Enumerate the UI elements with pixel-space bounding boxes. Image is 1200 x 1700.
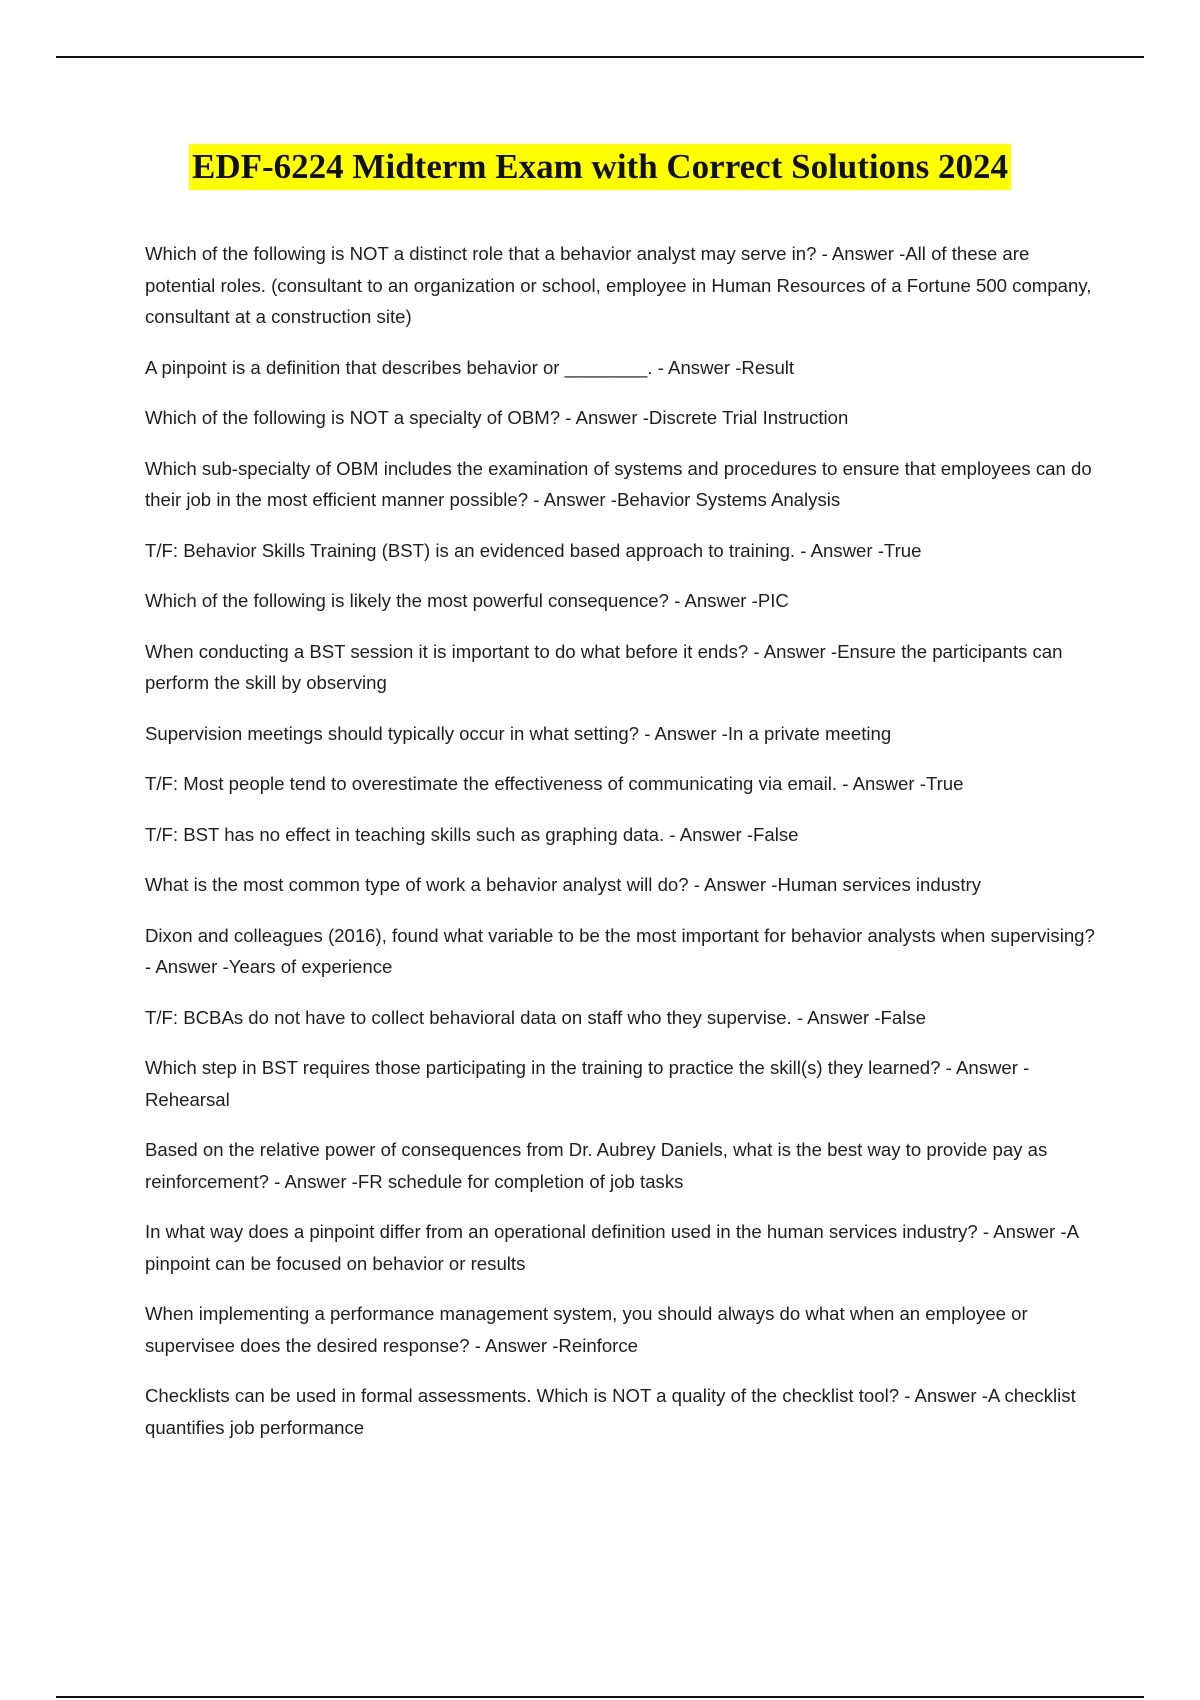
qa-item: Supervision meetings should typically occur in what setting? - Answer -In a private meeting <box>145 722 892 744</box>
title-container <box>0 144 1200 190</box>
document-title: EDF-6224 Midterm Exam with Correct Solutions 2024 <box>189 144 1011 190</box>
qa-item: Dixon and colleagues (2016), found what variable to be the most important for behavior analysts when supervising? - Answer -Years of experience <box>145 924 1095 977</box>
qa-item: T/F: Behavior Skills Training (BST) is an evidenced based approach to training. - Answer -True <box>145 539 922 561</box>
qa-item: Checklists can be used in formal assessments. Which is NOT a quality of the checklist tool? - Answer -A checklist quantifies job performance <box>145 1385 1076 1438</box>
qa-item: T/F: BCBAs do not have to collect behavioral data on staff who they supervise. - Answer -False <box>145 1006 926 1028</box>
qa-item: A pinpoint is a definition that describes behavior or ________. - Answer -Result <box>145 356 795 378</box>
qa-item: T/F: Most people tend to overestimate the effectiveness of communicating via email. - Answer -True <box>145 773 964 794</box>
qa-list <box>145 238 1095 1462</box>
qa-item: In what way does a pinpoint differ from an operational definition used in the human services industry? - Answer -A pinpoint can be focused on behavior or results <box>145 1221 1078 1274</box>
qa-item: Based on the relative power of consequences from Dr. Aubrey Daniels, what is the best way to provide pay as reinforcement? - Answer -FR schedule for completion of job tasks <box>145 1139 1048 1192</box>
qa-item: What is the most common type of work a behavior analyst will do? - Answer -Human services industry <box>145 874 982 895</box>
top-rule <box>56 56 1144 58</box>
bottom-rule <box>56 1696 1144 1698</box>
qa-item: Which step in BST requires those participating in the training to practice the skill(s) they learned? - Answer -Rehearsal <box>145 1057 1030 1110</box>
qa-item: Which of the following is NOT a specialty of OBM? - Answer -Discrete Trial Instruction <box>145 407 849 428</box>
qa-item: T/F: BST has no effect in teaching skills such as graphing data. - Answer -False <box>145 823 799 845</box>
qa-item: When conducting a BST session it is important to do what before it ends? - Answer -Ensure the participants can perform the skill by observing <box>145 640 1063 693</box>
qa-item: When implementing a performance management system, you should always do what when an employee or supervisee does the desired response? - Answer -Reinforce <box>145 1303 1028 1356</box>
qa-item: Which of the following is NOT a distinct role that a behavior analyst may serve in? - Answer -All of these are potential roles. (consultant to an organization or school, employee in Human Resources of a Fortune 500 company, consultant at a construction site) <box>145 243 1092 327</box>
qa-item: Which of the following is likely the most powerful consequence? - Answer -PIC <box>145 590 789 611</box>
qa-item: Which sub-specialty of OBM includes the examination of systems and procedures to ensure that employees can do their job in the most efficient manner possible? - Answer -Behavior Systems Analysis <box>145 457 1092 510</box>
